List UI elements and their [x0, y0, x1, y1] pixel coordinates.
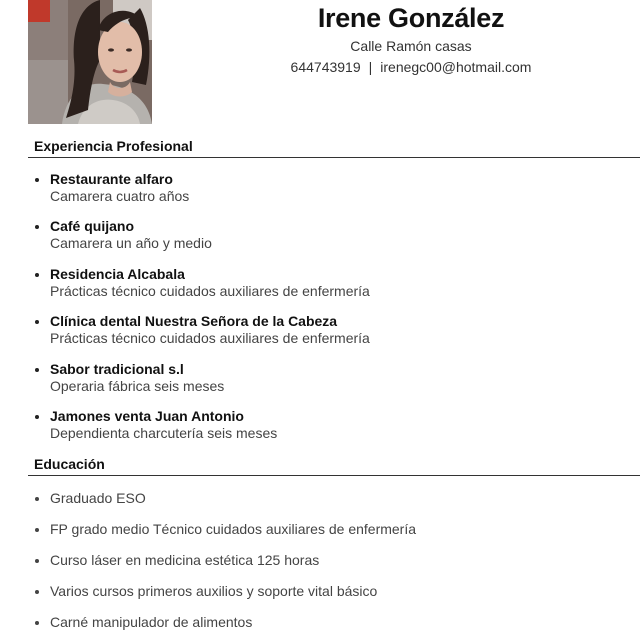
education-list	[0, 489, 416, 644]
experience-item	[0, 265, 370, 312]
person-name: Irene González	[317, 3, 505, 33]
experience-item	[0, 407, 370, 454]
experience-description: Prácticas técnico cuidados auxiliares de enfermería	[50, 282, 370, 299]
experience-title: Residencia Alcabala	[50, 265, 185, 282]
profile-photo	[28, 0, 152, 124]
experience-title: Café quijano	[50, 218, 135, 235]
address: Calle Ramón casas	[350, 38, 472, 54]
experience-list	[0, 170, 370, 454]
experience-title: Jamones venta Juan Antonio	[50, 407, 244, 424]
experience-item	[0, 360, 370, 407]
experience-item	[0, 312, 370, 359]
email-address: irenegc00@hotmail.com	[380, 59, 532, 75]
experience-title: Sabor tradicional s.l	[50, 360, 184, 377]
resume-header	[152, 0, 640, 76]
experience-heading: Experiencia Profesional	[34, 138, 193, 154]
experience-description: Camarera un año y medio	[50, 235, 212, 252]
contact-separator: |	[368, 59, 373, 75]
experience-description: Dependienta charcutería seis meses	[50, 424, 278, 441]
experience-item	[0, 217, 370, 264]
education-heading: Educación	[34, 456, 105, 472]
experience-divider	[28, 157, 640, 158]
education-item: Varios cursos primeros auxilios y soporte vital básico	[0, 582, 416, 613]
experience-description: Camarera cuatro años	[50, 188, 190, 204]
experience-description: Operaria fábrica seis meses	[50, 377, 225, 394]
phone-number: 644743919	[290, 59, 361, 75]
education-item: FP grado medio Técnico cuidados auxiliares de enfermería	[0, 520, 416, 551]
experience-title: Clínica dental Nuestra Señora de la Cabeza	[50, 313, 338, 330]
education-divider	[28, 475, 640, 476]
contact-line	[182, 58, 640, 76]
education-item: Curso láser en medicina estética 125 horas	[0, 551, 416, 582]
education-item: Carné manipulador de alimentos	[0, 613, 416, 644]
profile-photo-image	[28, 0, 152, 124]
experience-title: Restaurante alfaro	[50, 171, 173, 187]
education-item: Graduado ESO	[0, 489, 416, 520]
experience-item	[0, 170, 370, 217]
experience-description: Prácticas técnico cuidados auxiliares de enfermería	[50, 330, 370, 347]
